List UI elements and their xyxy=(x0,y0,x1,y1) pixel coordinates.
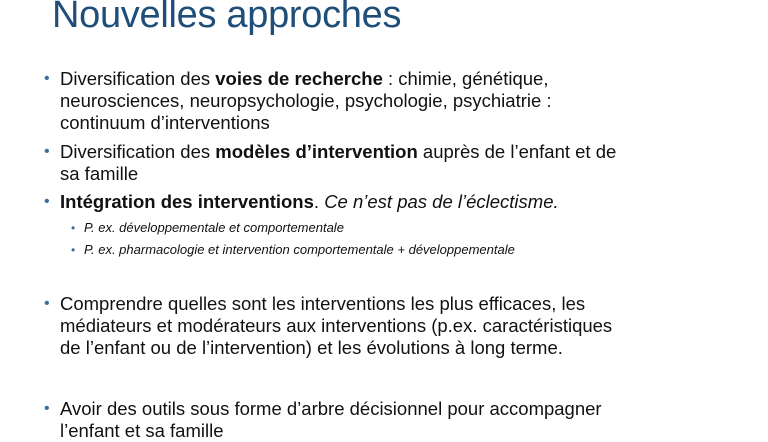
bullet-icon: • xyxy=(44,400,50,417)
bold-text: voies de recherche xyxy=(215,68,383,89)
page-title: Nouvelles approches xyxy=(52,0,402,36)
bullet-icon: • xyxy=(44,295,50,312)
italic-text: Ce n’est pas de l’éclectisme. xyxy=(324,191,559,212)
text-run: Diversification des xyxy=(60,141,216,162)
bullet-line: de l’enfant ou de l’intervention) et les évolutions à long terme. xyxy=(60,337,563,358)
bullet-line xyxy=(60,141,616,163)
sub-bullet-item xyxy=(71,242,515,258)
bullet-line: Avoir des outils sous forme d’arbre décisionnel pour accompagner xyxy=(60,398,602,419)
bullet-line xyxy=(60,191,559,213)
bullet-item-effectiveness xyxy=(44,293,613,359)
bullet-icon: • xyxy=(44,193,50,210)
bullet-line: médiateurs et modérateurs aux interventions (p.ex. caractéristiques xyxy=(60,315,613,336)
bullet-icon: • xyxy=(44,143,50,160)
bullet-line: Comprendre quelles sont les interventions les plus efficaces, les xyxy=(60,293,586,314)
bullet-line: neurosciences, neuropsychologie, psychologie, psychiatrie : xyxy=(60,90,552,111)
text-run: : chimie, génétique, xyxy=(382,68,549,89)
sub-bullet-icon: • xyxy=(71,221,76,235)
bullet-item-integration xyxy=(44,191,559,213)
bullet-icon: • xyxy=(44,70,50,87)
bullet-line: l’enfant et sa famille xyxy=(60,420,224,441)
sub-bullet-line: P. ex. développementale et comportementale xyxy=(84,220,344,235)
bullet-item-decision-tools xyxy=(44,398,602,442)
bullet-line: sa famille xyxy=(60,163,139,184)
text-run: auprès de l’enfant et de xyxy=(417,141,617,162)
bold-text: Intégration des interventions xyxy=(60,191,314,212)
bullet-item-intervention-models xyxy=(44,141,617,185)
text-run: Diversification des xyxy=(60,68,216,89)
sub-bullet-item xyxy=(71,220,344,236)
sub-bullet-icon: • xyxy=(71,243,76,257)
sub-bullet-line: P. ex. pharmacologie et intervention comportementale + développementale xyxy=(84,242,515,257)
bullet-item-research-paths xyxy=(44,68,552,134)
bullet-line: continuum d’interventions xyxy=(60,112,270,133)
text-run: . xyxy=(313,191,325,212)
bold-text: modèles d’intervention xyxy=(215,141,418,162)
bullet-line xyxy=(60,68,552,90)
